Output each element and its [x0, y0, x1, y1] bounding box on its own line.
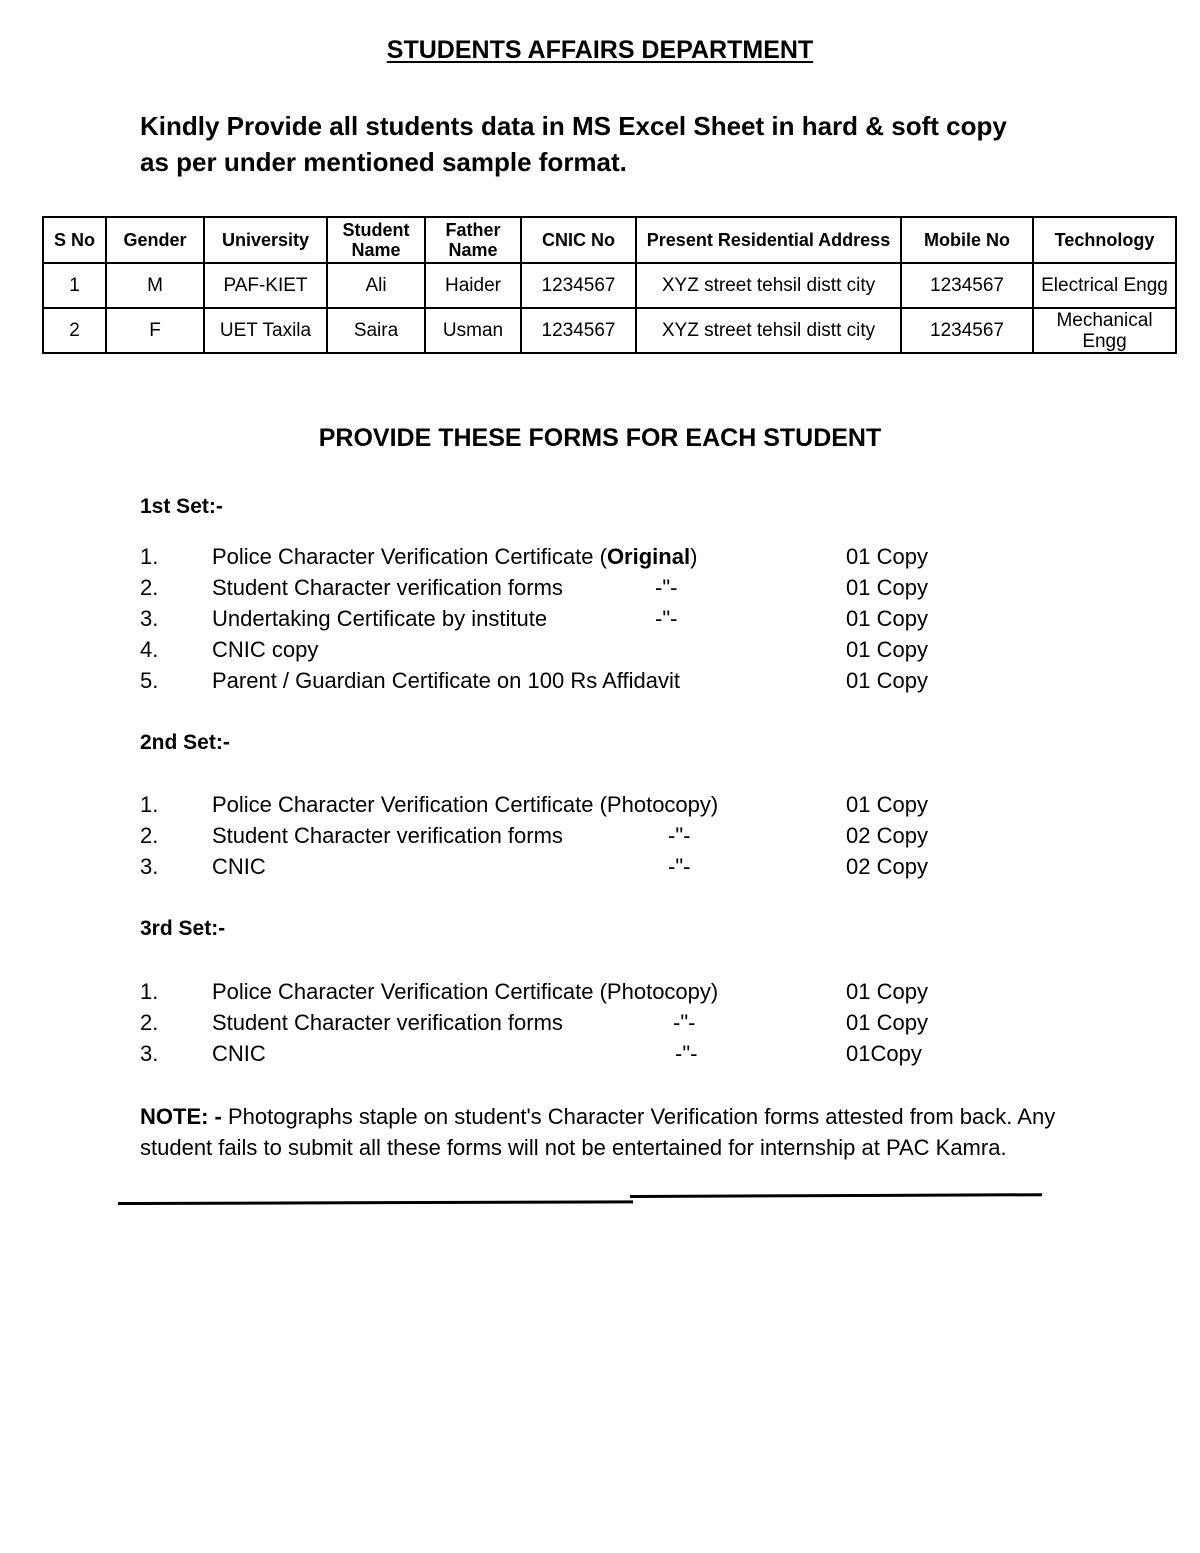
col-header-technology: Technology: [1033, 217, 1176, 263]
table-cell: 1234567: [521, 308, 636, 353]
table-cell: Mechanical Engg: [1033, 308, 1176, 353]
item-text: Undertaking Certificate by institute: [212, 606, 548, 631]
col-header-university: University: [204, 217, 327, 263]
item-copies: 01Copy: [846, 1041, 922, 1066]
intro-line-2: as per under mentioned sample format.: [140, 147, 627, 177]
item-text: Police Character Verification Certificate (: [212, 544, 607, 569]
item-copies: 01 Copy: [846, 792, 928, 817]
item-number: 3.: [140, 1041, 159, 1066]
item-copies: 02 Copy: [846, 854, 928, 879]
table-cell: PAF-KIET: [204, 263, 327, 308]
item-text-bold: Original: [606, 544, 691, 569]
item-text: Student Character verification forms: [212, 575, 563, 600]
table-cell: 2: [43, 308, 106, 353]
item-text: CNIC: [212, 854, 266, 879]
item-number: 3.: [140, 854, 159, 879]
table-cell: 1234567: [521, 263, 636, 308]
note-label: NOTE: -: [140, 1104, 222, 1129]
item-number: 2.: [140, 575, 159, 600]
table-row: [43, 263, 1176, 308]
item-number: 1.: [140, 979, 159, 1004]
sample-data-table: [42, 216, 1177, 354]
item-ditto: -"-: [675, 1041, 698, 1066]
item-number: 1.: [140, 544, 159, 569]
table-row: [43, 308, 1176, 353]
item-copies: 01 Copy: [846, 1010, 928, 1035]
table-cell: XYZ street tehsil distt city: [636, 308, 901, 353]
item-number: 4.: [140, 637, 159, 662]
table-cell: UET Taxila: [204, 308, 327, 353]
item-ditto: -"-: [668, 823, 691, 848]
col-header-mobile: Mobile No: [901, 217, 1033, 263]
item-text-end: ): [690, 544, 698, 569]
item-number: 2.: [140, 823, 159, 848]
item-ditto: -"-: [668, 854, 691, 879]
item-copies: 01 Copy: [846, 637, 928, 662]
item-copies: 01 Copy: [846, 979, 928, 1004]
table-header-row: [43, 217, 1176, 263]
item-copies: 01 Copy: [846, 668, 928, 693]
table-cell: 1: [43, 263, 106, 308]
set-2-label: 2nd Set:-: [140, 731, 230, 754]
table-cell: XYZ street tehsil distt city: [636, 263, 901, 308]
note-paragraph: [140, 1101, 1070, 1163]
item-copies: 01 Copy: [846, 575, 928, 600]
forms-heading: PROVIDE THESE FORMS FOR EACH STUDENT: [318, 424, 882, 452]
item-number: 1.: [140, 792, 159, 817]
bottom-rule-left: [118, 1200, 633, 1205]
table-cell: 1234567: [901, 263, 1033, 308]
item-ditto: -"-: [655, 606, 678, 631]
item-ditto: -"-: [673, 1010, 696, 1035]
table-cell: Usman: [425, 308, 521, 353]
item-copies: 01 Copy: [846, 606, 928, 631]
table-cell: Electrical Engg: [1033, 263, 1176, 308]
note-text: Photographs staple on student's Character Verification forms attested from back. Any student fails to submit all these forms will not be entertained for internship at PAC Kamra.: [140, 1104, 1056, 1160]
item-text: Student Character verification forms: [212, 823, 563, 848]
bottom-rule-right: [630, 1193, 1042, 1198]
item-number: 2.: [140, 1010, 159, 1035]
col-header-cnic: CNIC No: [521, 217, 636, 263]
table-cell: M: [106, 263, 204, 308]
table-cell: 1234567: [901, 308, 1033, 353]
table-cell: Saira: [327, 308, 425, 353]
item-number: 3.: [140, 606, 159, 631]
table-cell: Ali: [327, 263, 425, 308]
table-cell: Haider: [425, 263, 521, 308]
col-header-gender: Gender: [106, 217, 204, 263]
item-text: CNIC copy: [212, 637, 319, 662]
page-title: STUDENTS AFFAIRS DEPARTMENT: [386, 36, 814, 64]
col-header-student-name: Student Name: [327, 217, 425, 263]
item-ditto: -"-: [655, 575, 678, 600]
set-3-label: 3rd Set:-: [140, 917, 226, 940]
table-cell: F: [106, 308, 204, 353]
item-text: CNIC: [212, 1041, 266, 1066]
item-number: 5.: [140, 668, 159, 693]
intro-line-1: Kindly Provide all students data in MS Excel Sheet in hard & soft copy: [140, 111, 1007, 141]
col-header-address: Present Residential Address: [636, 217, 901, 263]
col-header-sno: S No: [43, 217, 106, 263]
item-copies: 01 Copy: [846, 544, 928, 569]
item-copies: 02 Copy: [846, 823, 928, 848]
intro-text: [140, 108, 1100, 180]
item-text: Police Character Verification Certificate (Photocopy): [212, 979, 719, 1004]
col-header-father-name: Father Name: [425, 217, 521, 263]
set-1-label: 1st Set:-: [140, 495, 223, 518]
item-text: Parent / Guardian Certificate on 100 Rs Affidavit: [212, 668, 680, 693]
item-text: Student Character verification forms: [212, 1010, 563, 1035]
item-text: Police Character Verification Certificate (Photocopy): [212, 792, 719, 817]
